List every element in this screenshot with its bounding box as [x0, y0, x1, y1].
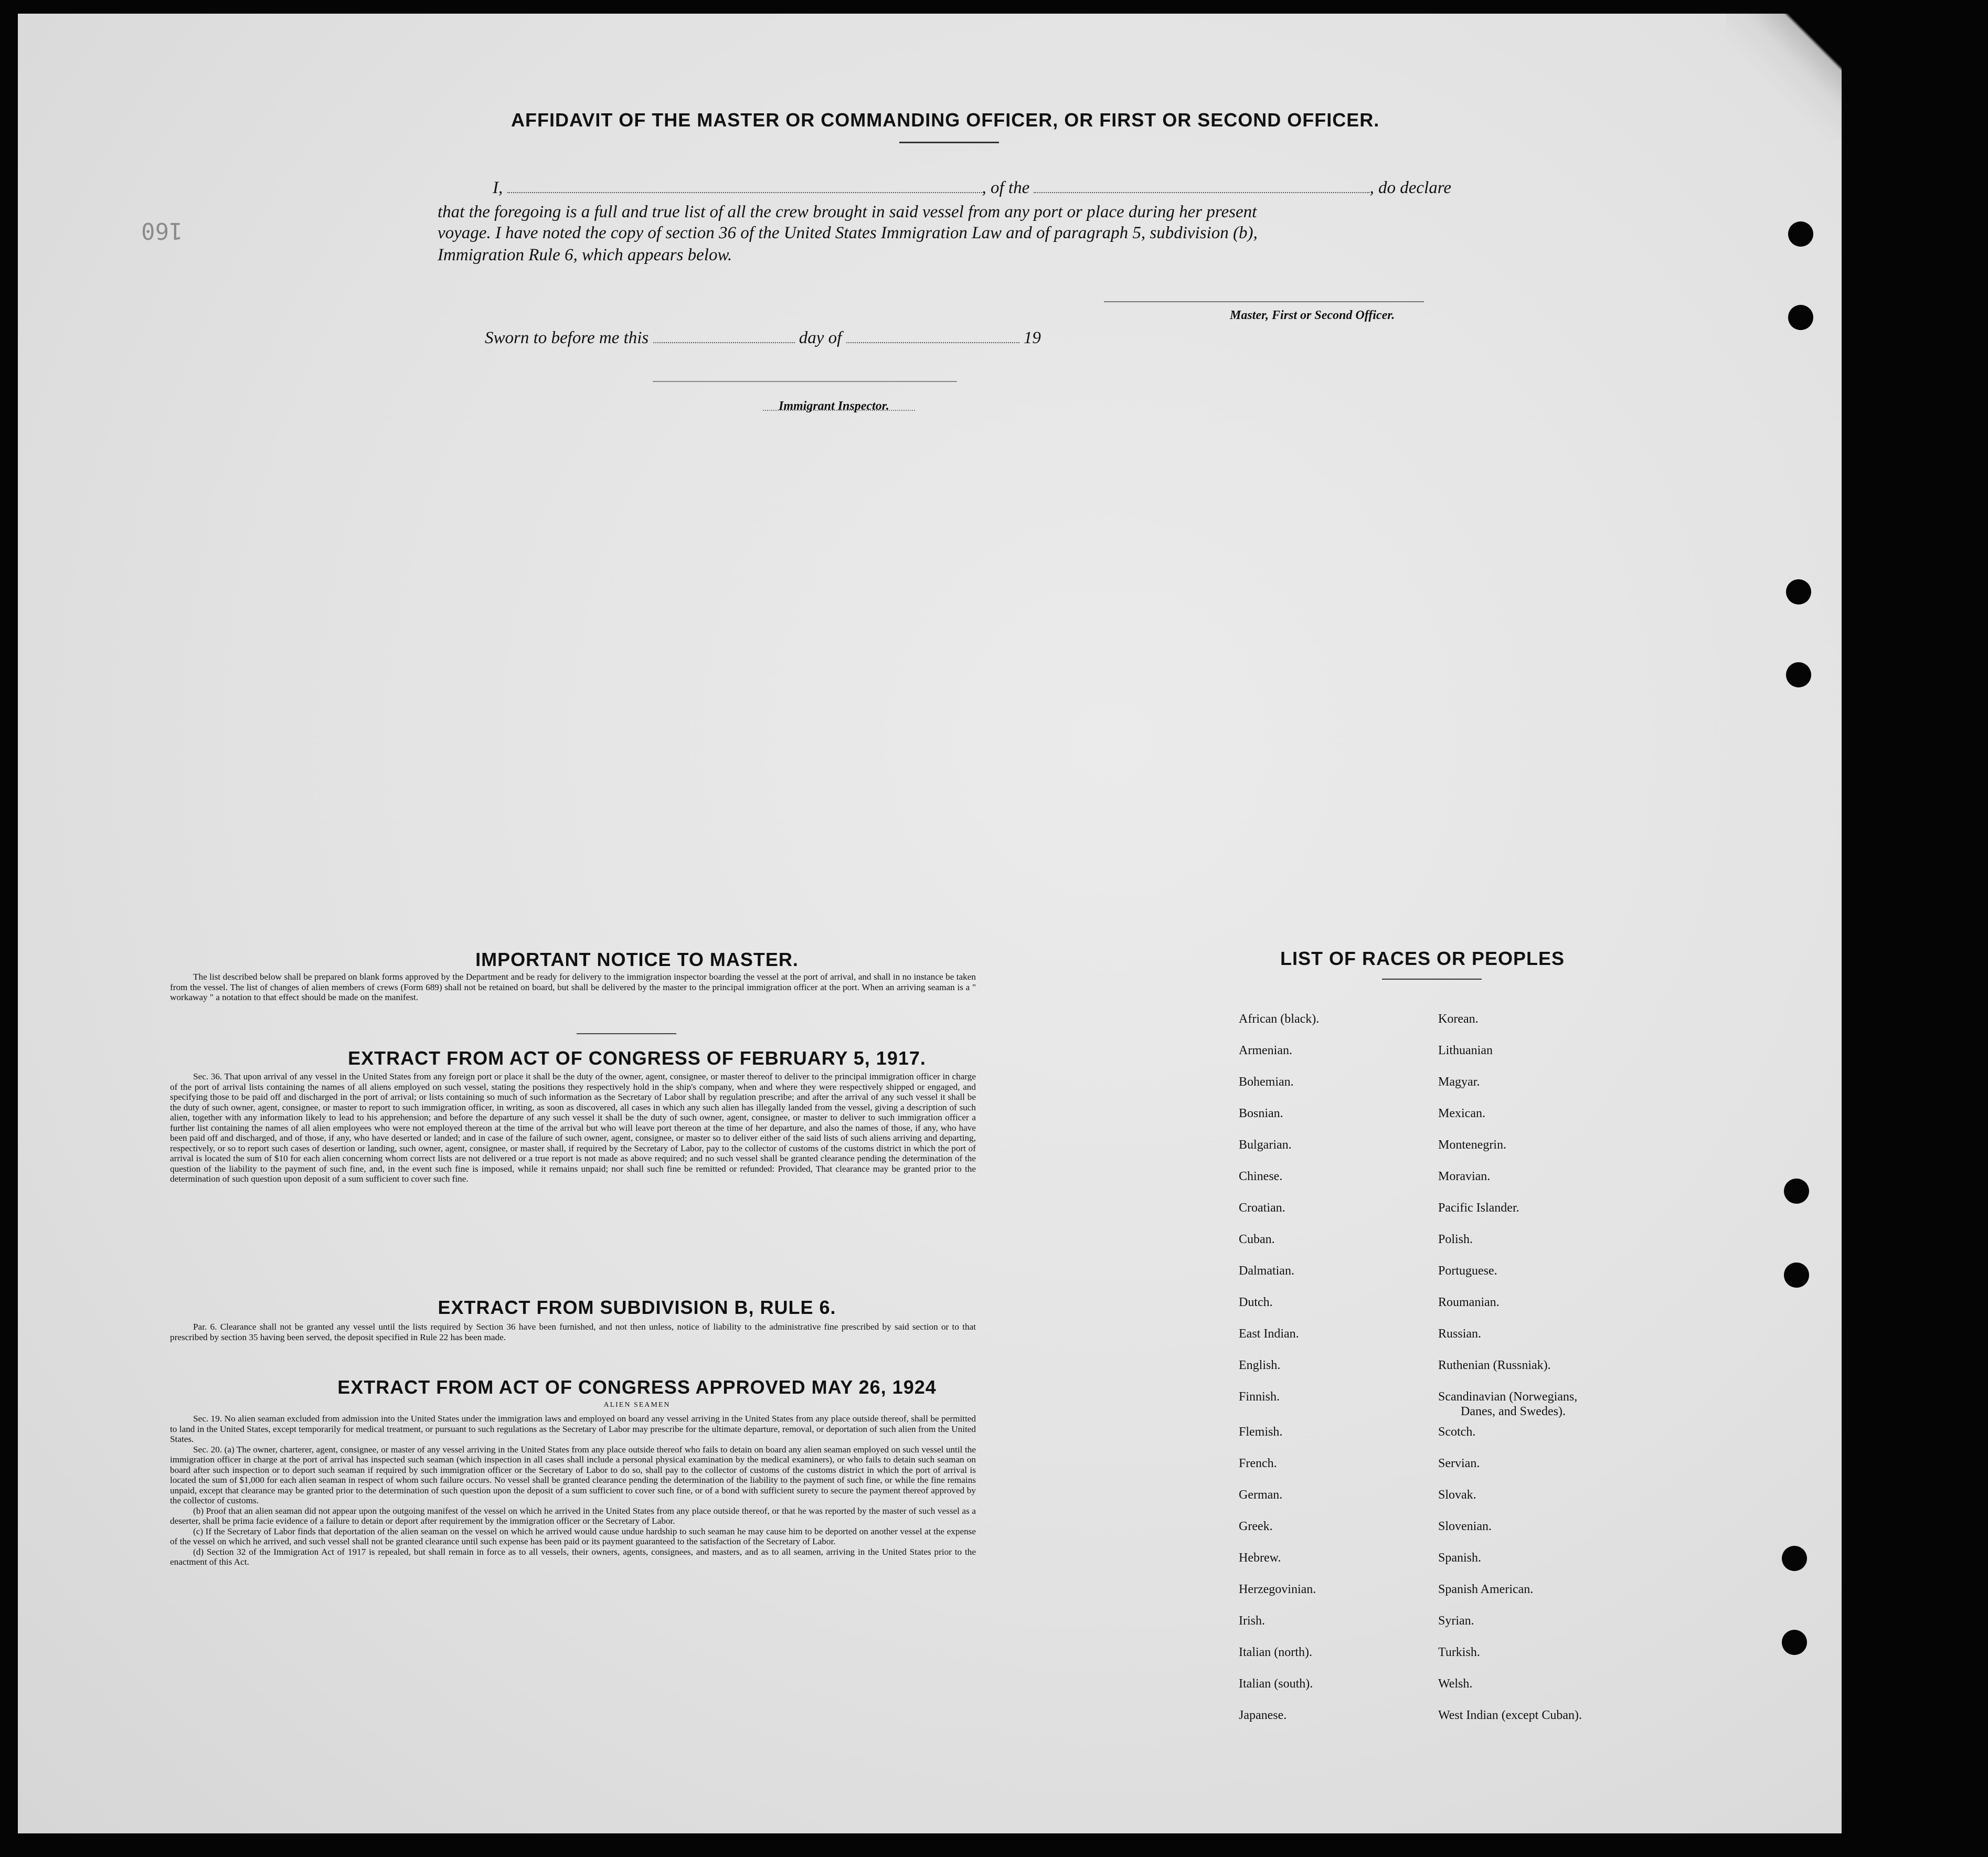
affidavit-line-4: Immigration Rule 6, which appears below.	[438, 246, 732, 264]
month-blank[interactable]	[846, 327, 1019, 343]
day-blank[interactable]	[653, 327, 795, 343]
race-item: Bulgarian.	[1239, 1138, 1292, 1152]
punch-hole	[1782, 1546, 1807, 1571]
affidavit-title: AFFIDAVIT OF THE MASTER OR COMMANDING OFFICER, OR FIRST OR SECOND OFFICER.	[511, 109, 1380, 131]
vessel-blank[interactable]	[1034, 177, 1369, 193]
race-item: Syrian.	[1438, 1614, 1474, 1628]
extract-1917-paragraph: Sec. 36. That upon arrival of any vessel in the United States from any foreign port or place it shall be the duty of the owner, agent, consignee, or master thereof to deliver to the principal immigration officer in charge of the port of arrival lists containing the names of all aliens employed on such vessel, stating the positions they respectively hold in the ship's company, when and where they were respectively shipped or engaged, and specifying those to be paid off and discharged in the port of arrival; or lists containing so much of such information as the Secretary of Labor shall by regulation prescribe; and after the arrival of any such vessel it shall be the duty of such owner, agent, consignee, or master to report to such immigration officer, in writing, as soon as discovered, all cases in which any such alien has illegally landed from the vessel, giving a description of such alien, together with any information likely to lead to his apprehension; and before the departure of any such vessel it shall be the duty of such owner, agent, consignee, or master to deliver to such immigration officer a further list containing the names of all alien employees who were not employed thereon at the time of the arrival but who will leave port thereon at the time of her departure, and also the names of those, if any, who have been paid off and discharged, and of those, if any, who have deserted or landed; and in case of the failure of such owner, agent, consignee, or master so to deliver either of the said lists of such aliens arriving and departing, respectively, or so to report such cases of desertion or landing, such owner, agent, consignee, or master shall, if required by the Secretary of Labor, pay to the collector of customs of the customs district in which the port of arrival is located the sum of $10 for each alien concerning whom correct lists are not delivered or a true report is not made as above required; and no such vessel shall be granted clearance pending the determination of the question of the liability to the payment of such fine, and, in the event such fine is imposed, while it remains unpaid; nor shall such fine be remitted or refunded: Provided, That clearance may be granted prior to the determination of such question upon deposit of a sum sufficient to cover such fine.	[170, 1071, 976, 1184]
section-divider	[577, 1033, 676, 1034]
races-title: LIST OF RACES OR PEOPLES	[1280, 948, 1565, 969]
subdivision-text	[170, 1322, 976, 1342]
punch-hole	[1782, 1630, 1807, 1655]
title-divider	[899, 142, 999, 143]
race-item: Lithuanian	[1438, 1044, 1493, 1057]
inspector-signature-line[interactable]	[653, 381, 957, 382]
race-item: Slovenian.	[1438, 1520, 1492, 1533]
race-item: Korean.	[1438, 1012, 1479, 1026]
torn-corner	[1726, 14, 1842, 140]
affidavit-line-3: voyage. I have noted the copy of section 36 of the United States Immigration Law and of paragraph 5, subdivision (b),	[438, 224, 1258, 242]
margin-stamp-number: 160	[141, 217, 183, 244]
extract-1924-paragraph: (c) If the Secretary of Labor finds that deportation of the alien seaman on the vessel on which he arrived would cause undue hardship to such seaman he may cause him to be deported on another vessel at the expense of the vessel on which he arrived, and such vessel shall not be granted clearance until such expense has been paid or its payment guaranteed to the satisfaction of the Secretary of Labor.	[170, 1526, 976, 1546]
notice-paragraph: The list described below shall be prepared on blank forms approved by the Department and be ready for delivery to the immigration inspector boarding the vessel at the port of arrival, and shall in no instance be taken from the vessel. The list of changes of alien members of crews (Form 689) shall not be retained on board, but shall be delivered by the master to the principal immigration officer at the port. When an arriving seaman is a " workaway " a notation to that effect should be made on the manifest.	[170, 972, 976, 1002]
races-divider	[1382, 979, 1482, 980]
race-item: Italian (north).	[1239, 1646, 1312, 1659]
race-item: Armenian.	[1239, 1044, 1292, 1057]
race-item: Bosnian.	[1239, 1107, 1283, 1120]
race-item: Mexican.	[1438, 1107, 1485, 1120]
affidavit-of-the: , of the	[982, 178, 1030, 197]
race-item-continuation: Danes, and Swedes).	[1461, 1405, 1566, 1418]
race-item: Flemish.	[1239, 1425, 1283, 1439]
race-item: Cuban.	[1239, 1233, 1275, 1246]
race-item: Scotch.	[1438, 1425, 1476, 1439]
race-item: Russian.	[1438, 1327, 1482, 1341]
extract-1924-title: EXTRACT FROM ACT OF CONGRESS APPROVED MAY 26, 1924	[337, 1376, 937, 1398]
race-item: Polish.	[1438, 1233, 1473, 1246]
race-item: Slovak.	[1438, 1488, 1476, 1502]
race-item: Ruthenian (Russniak).	[1438, 1359, 1551, 1372]
race-item: Italian (south).	[1239, 1677, 1313, 1691]
race-item: Hebrew.	[1239, 1551, 1281, 1565]
affidavit-i: I,	[493, 178, 503, 197]
race-item: Pacific Islander.	[1438, 1201, 1519, 1215]
race-item: Japanese.	[1239, 1709, 1287, 1722]
sworn-label: Sworn to before me this	[485, 328, 649, 347]
punch-hole	[1786, 662, 1811, 687]
race-item: East Indian.	[1239, 1327, 1299, 1341]
race-item: West Indian (except Cuban).	[1438, 1709, 1582, 1722]
race-item: Croatian.	[1239, 1201, 1285, 1215]
punch-hole	[1786, 579, 1811, 604]
notice-text	[170, 972, 976, 1003]
race-item: Roumanian.	[1438, 1296, 1500, 1309]
extract-1917-text	[170, 1071, 976, 1184]
race-item: Servian.	[1438, 1457, 1480, 1470]
extract-1924-subtitle: ALIEN SEAMEN	[603, 1401, 671, 1409]
race-item: Turkish.	[1438, 1646, 1480, 1659]
race-item: Welsh.	[1438, 1677, 1473, 1691]
race-item: Magyar.	[1438, 1075, 1480, 1089]
race-item: Chinese.	[1239, 1170, 1283, 1183]
race-item: Scandinavian (Norwegians,	[1438, 1390, 1578, 1404]
extract-1924-paragraph: Sec. 19. No alien seaman excluded from admission into the United States under the immigration laws and employed on board any vessel arriving in the United States from any place outside thereof, shall be permitted to land in the United States, except temporarily for medical treatment, or pursuant to such regulations as the Secretary of Labor may prescribe for the ultimate departure, removal, or deportation of such alien from the United States.	[170, 1414, 976, 1444]
extract-1924-paragraph: (d) Section 32 of the Immigration Act of 1917 is repealed, but shall remain in force as to all vessels, their owners, agents, consignees, and masters, and as to all seamen, arriving in the United States prior to the enactment of this Act.	[170, 1546, 976, 1567]
name-blank[interactable]	[507, 177, 982, 193]
affidavit-line-1	[493, 177, 1451, 198]
punch-hole	[1784, 1179, 1809, 1204]
race-item: Dalmatian.	[1239, 1264, 1294, 1278]
sworn-line	[485, 327, 1041, 348]
extract-1917-title: EXTRACT FROM ACT OF CONGRESS OF FEBRUARY 5, 1917.	[348, 1047, 926, 1069]
race-item: Finnish.	[1239, 1390, 1280, 1404]
signature-line[interactable]	[1104, 301, 1424, 302]
race-item: Herzegovinian.	[1239, 1583, 1316, 1596]
race-item: African (black).	[1239, 1012, 1320, 1026]
race-item: English.	[1239, 1359, 1281, 1372]
punch-hole	[1784, 1262, 1809, 1288]
race-item: Spanish American.	[1438, 1583, 1534, 1596]
punch-hole	[1788, 221, 1813, 247]
affidavit-declare: , do declare	[1369, 178, 1451, 197]
punch-hole	[1788, 305, 1813, 330]
document-page	[18, 14, 1842, 1833]
year-prefix: 19	[1023, 328, 1041, 347]
race-item: Greek.	[1239, 1520, 1273, 1533]
extract-1924-paragraph: (b) Proof that an alien seaman did not appear upon the outgoing manifest of the vessel on which he arrived in the United States from any place outside thereof, or that he was reported by the master of such vessel as a deserter, shall be prima facie evidence of a failure to detain or deport after requirement by the immigration officer or the Secretary of Labor.	[170, 1505, 976, 1526]
notice-title: IMPORTANT NOTICE TO MASTER.	[475, 949, 799, 970]
subdivision-title: EXTRACT FROM SUBDIVISION B, RULE 6.	[438, 1297, 836, 1318]
day-of-label: day of	[799, 328, 842, 347]
subdivision-paragraph: Par. 6. Clearance shall not be granted any vessel until the lists required by Section 36 have been furnished, and not then unless, notice of liability to the administrative fine prescribed by said section or to that prescribed by section 35 having been served, the deposit specified in Rule 22 has been made.	[170, 1322, 976, 1342]
race-item: French.	[1239, 1457, 1277, 1470]
race-item: Bohemian.	[1239, 1075, 1294, 1089]
race-item: German.	[1239, 1488, 1283, 1502]
affidavit-line-2: that the foregoing is a full and true list of all the crew brought in said vessel from any port or place during her present	[438, 203, 1257, 221]
race-item: Portuguese.	[1438, 1264, 1497, 1278]
race-item: Montenegrin.	[1438, 1138, 1506, 1152]
signature-label: Master, First or Second Officer.	[1230, 309, 1395, 322]
extract-1924-paragraph: Sec. 20. (a) The owner, charterer, agent, consignee, or master of any vessel arriving in the United States from any place outside thereof who fails to detain on board any alien seaman employed on such vessel until the immigration officer in charge at the port of arrival has inspected such seaman (which inspection in all cases shall include a personal physical examination by the medical examiners), or who fails to detain such seaman on board after such inspection or to deport such seaman if required by such immigration officer or the Secretary of Labor to do so, shall pay to the collector of customs of the customs district in which the port of arrival is located the sum of $1,000 for each alien seaman in respect of whom such failure occurs. No vessel shall be granted clearance pending the determination of the liability to the payment of such fine, or while the fine remains unpaid, except that clearance may be granted prior to the determination of such question upon the deposit of a sum sufficient to cover such fine, or of a bond with sufficient surety to secure the payment thereof approved by the collector of customs.	[170, 1444, 976, 1505]
race-item: Spanish.	[1438, 1551, 1482, 1565]
race-item: Dutch.	[1239, 1296, 1273, 1309]
extract-1924-text	[170, 1414, 976, 1567]
race-item: Moravian.	[1438, 1170, 1491, 1183]
inspector-label: Immigrant Inspector.	[779, 399, 889, 413]
race-item: Irish.	[1239, 1614, 1265, 1628]
